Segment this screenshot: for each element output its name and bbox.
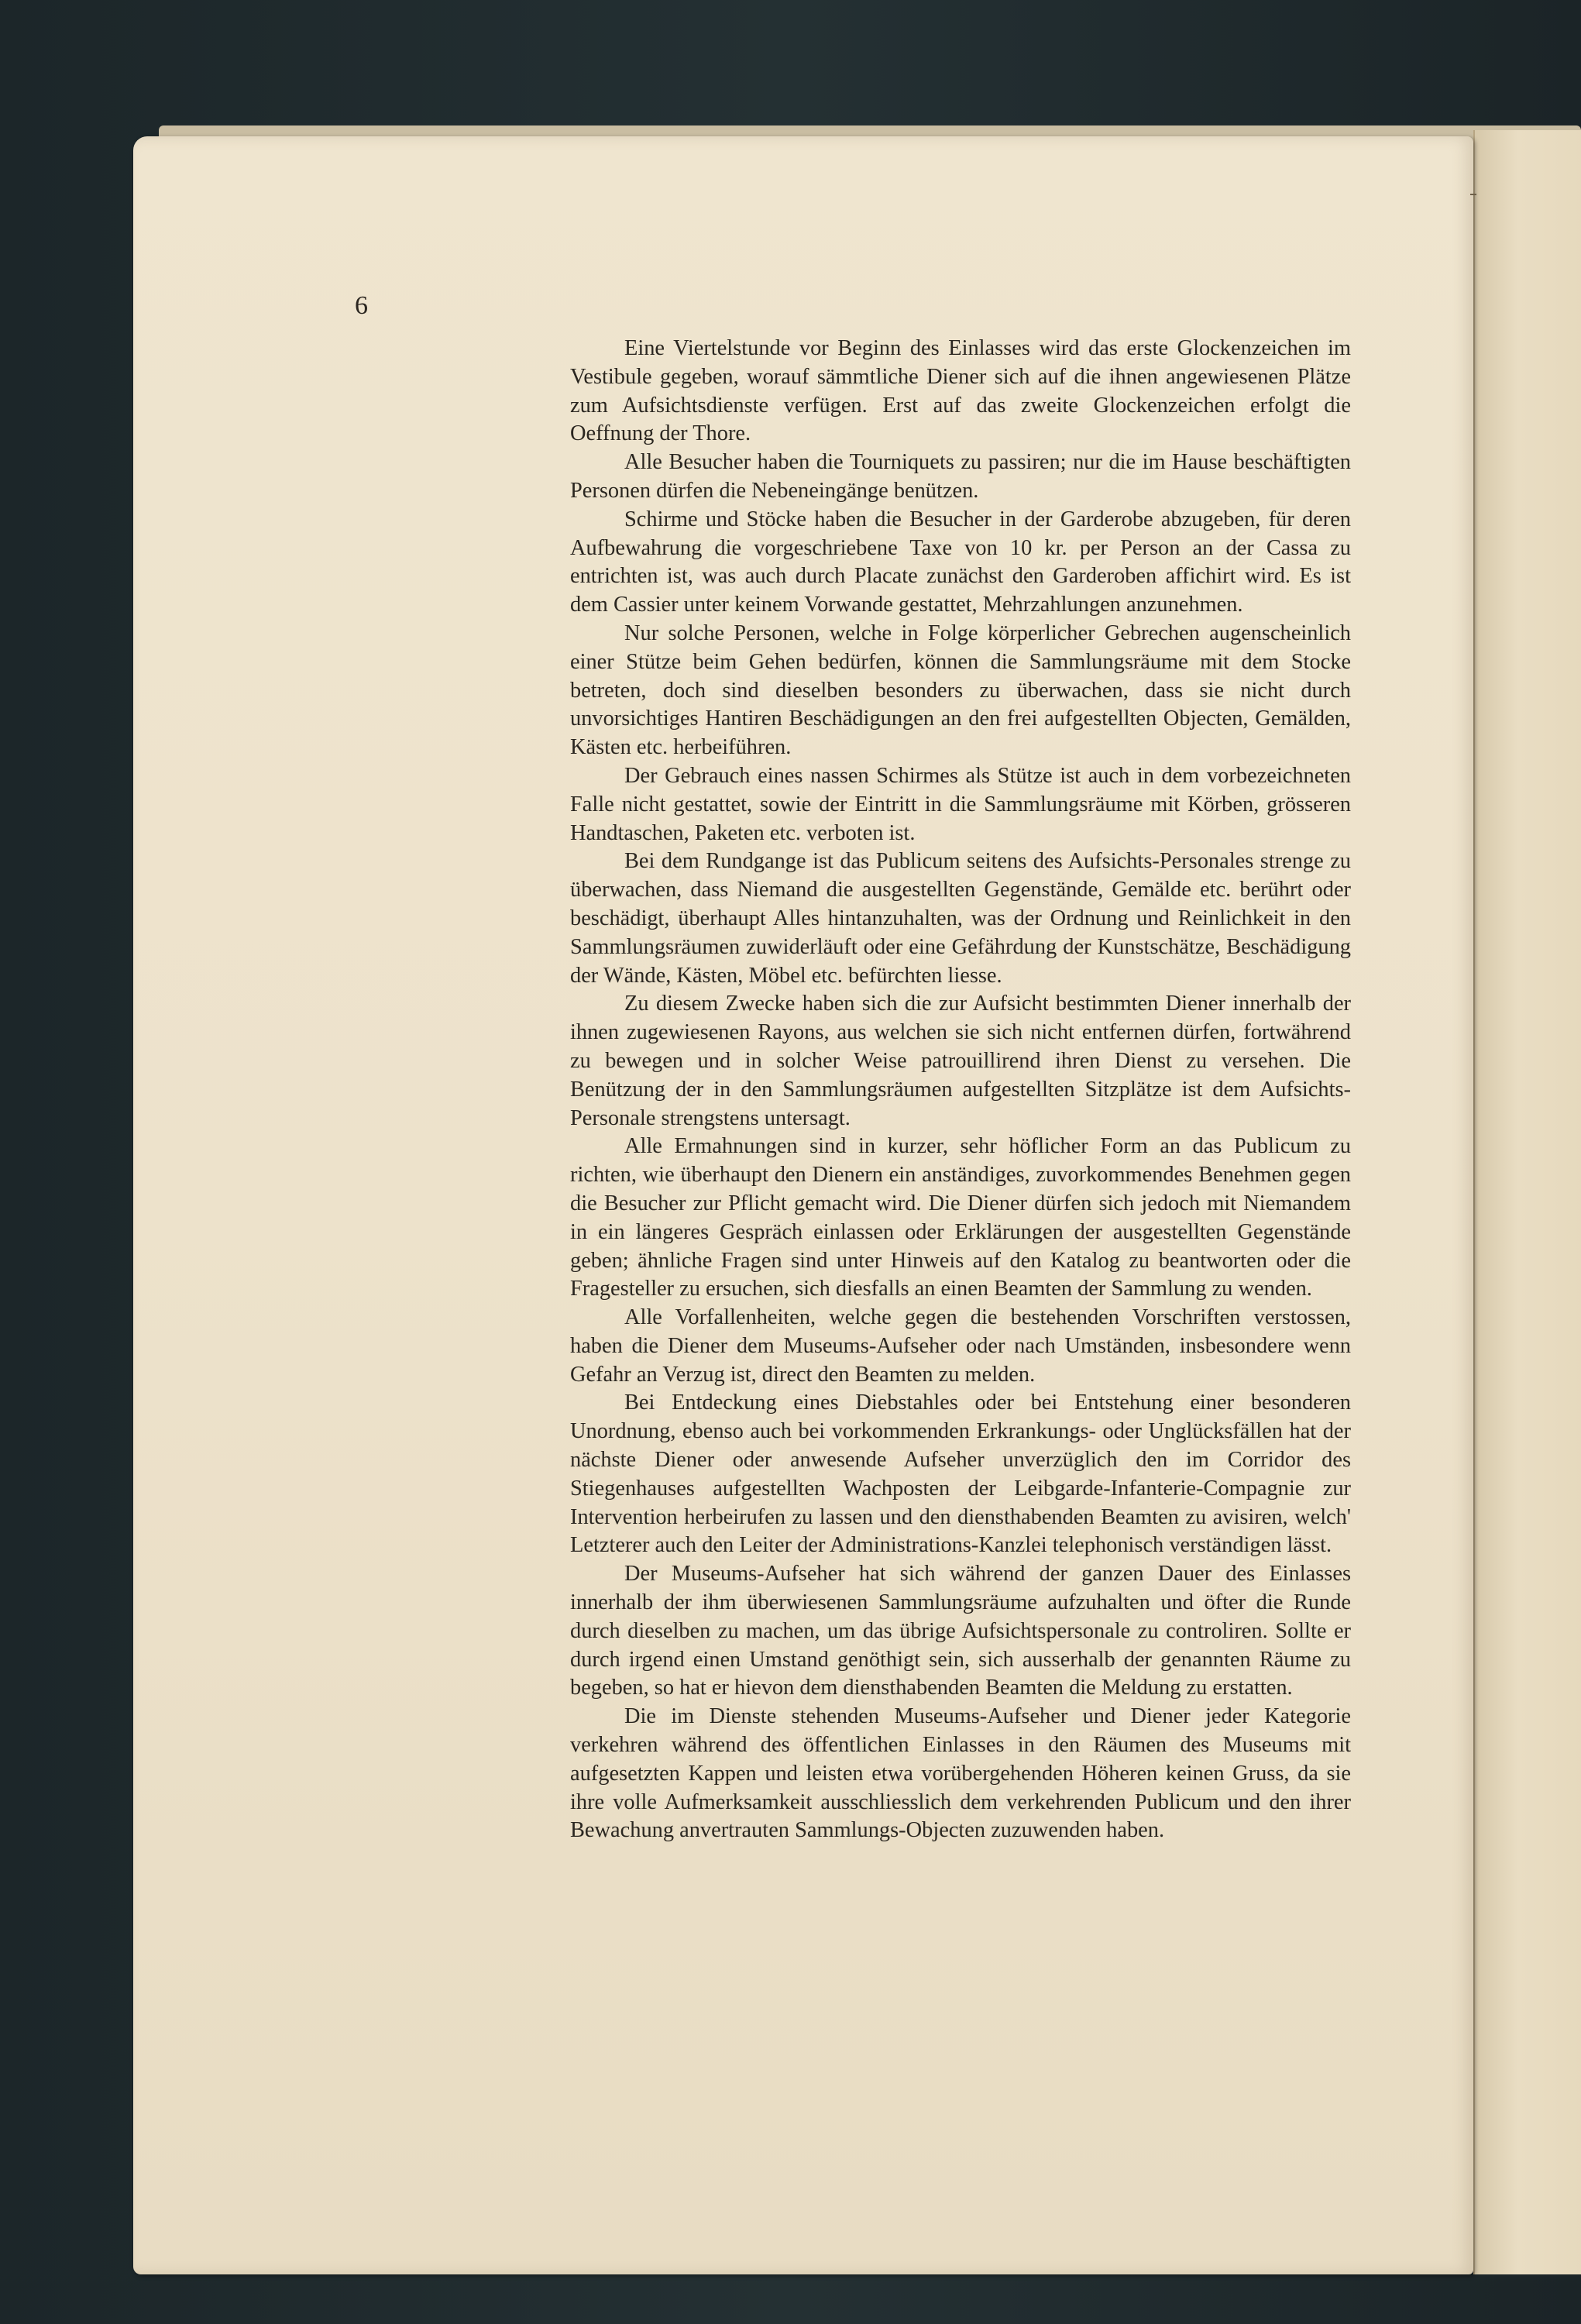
paragraph-10: Bei Entdeckung eines Diebstahles oder bei Entstehung einer besonderen Unordnung, ebenso auch bei vorkommenden Erkrankungs- oder Unglücksfällen hat der nächste Diener oder anwesende Aufseher unverzüglich den im Corridor des Stiegenhauses aufgestellten Wachposten der Leibgarde-Infanterie-Compagnie zur Intervention herbeirufen zu lassen und den diensthabenden Beamten zu avisiren, welch' Letzterer auch den Leiter der Administrations-Kanzlei telephonisch verständigen lässt.: [570, 1391, 1351, 1558]
paragraph-1: Eine Viertelstunde vor Beginn des Einlasses wird das erste Glockenzeichen im Vestibule gegeben, worauf sämmtliche Diener sich auf die ihnen angewiesenen Plätze zum Aufsichtsdienste verfügen. Erst auf das zweite Glockenzeichen erfolgt die Oeffnung der Thore.: [570, 336, 1351, 446]
page-number: 6: [355, 291, 368, 320]
paragraph-11: Der Museums-Aufseher hat sich während der ganzen Dauer des Einlasses innerhalb der ihm überwiesenen Sammlungsräume aufzuhalten und öfter die Runde durch dieselben zu machen, um das übrige Aufsichtspersonale zu controliren. Sollte er durch irgend einen Umstand genöthigt sein, sich ausserhalb der genannten Räume zu begeben, so hat er hievon dem diensthabenden Beamten die Meldung zu erstatten.: [570, 1562, 1351, 1700]
paragraph-3: Schirme und Stöcke haben die Besucher in der Garderobe abzugeben, für deren Aufbewahrung die vorgeschriebene Taxe von 10 kr. per Person an der Cassa zu entrichten ist, was auch durch Placate zunächst den Garderoben affichirt wird. Es ist dem Cassier unter keinem Vorwande gestattet, Mehrzahlungen anzunehmen.: [570, 507, 1351, 617]
paragraph-7: Zu diesem Zwecke haben sich die zur Aufsicht bestimmten Diener innerhalb der ihnen zugewiesenen Rayons, aus welchen sie sich nicht entfernen dürfen, fortwährend zu bewegen und in solcher Weise patrouillirend ihren Dienst zu versehen. Die Benützung der in den Sammlungsräumen aufgestellten Sitzplätze ist dem Aufsichts-Personale strengstens untersagt.: [570, 992, 1351, 1130]
paragraph-8: Alle Ermahnungen sind in kurzer, sehr höflicher Form an das Publicum zu richten, wie überhaupt den Dienern ein anständiges, zuvorkommendes Benehmen gegen die Besucher zur Pflicht gemacht wird. Die Diener dürfen sich jedoch mit Niemandem in ein längeres Gespräch einlassen oder Erklärungen der ausgestellten Gegenstände geben; ähnliche Fragen sind unter Hinweis auf den Katalog zu beantworten oder die Fragesteller zu ersuchen, sich diesfalls an einen Beamten der Sammlung zu wenden.: [570, 1134, 1351, 1301]
paragraph-4: Nur solche Personen, welche in Folge körperlicher Gebrechen augenscheinlich einer Stütze beim Gehen bedürfen, können die Sammlungsräume mit dem Stocke betreten, doch sind dieselben besonders zu überwachen, dass sie nicht durch unvorsichtiges Hantiren Beschädigungen an den frei aufgestellten Objecten, Gemälden, Kästen etc. herbeiführen.: [570, 621, 1351, 760]
paragraph-5: Der Gebrauch eines nassen Schirmes als Stütze ist auch in dem vorbezeichneten Falle nicht gestattet, sowie der Eintritt in die Sammlungsräume mit Körben, grösseren Handtaschen, Paketen etc. verboten ist.: [570, 763, 1351, 845]
facing-page-edge: [1473, 130, 1581, 2274]
paragraph-12: Die im Dienste stehenden Museums-Aufseher und Diener jeder Kategorie verkehren während des öffentlichen Einlasses in den Räumen des Museums mit aufgesetzten Kappen und leisten etwa vorübergehenden Höheren keinen Gruss, da sie ihre volle Aufmerksamkeit ausschliesslich dem verkehrenden Publicum und den ihrer Bewachung anvertrauten Sammlungs-Objecten zuzuwenden haben.: [570, 1704, 1351, 1843]
paragraph-6: Bei dem Rundgange ist das Publicum seitens des Aufsichts-Personales strenge zu überwachen, dass Niemand die ausgestellten Gegenstände, Gemälde etc. berührt oder beschädigt, überhaupt Alles hintanzuhalten, was der Ordnung und Reinlichkeit in den Sammlungsräumen zuwiderläuft oder eine Gefährdung der Kunstschätze, Beschädigung der Wände, Kästen, Möbel etc. befürchten liesse.: [570, 849, 1351, 988]
paragraph-2: Alle Besucher haben die Tourniquets zu passiren; nur die im Hause beschäftigten Personen dürfen die Nebeneingänge benützen.: [570, 450, 1351, 503]
fold-mark: [1470, 194, 1476, 195]
body-text: [570, 335, 1351, 1845]
paragraph-9: Alle Vorfallenheiten, welche gegen die bestehenden Vorschriften verstossen, haben die Diener dem Museums-Aufseher oder nach Umständen, insbesondere wenn Gefahr an Verzug ist, direct den Beamten zu melden.: [570, 1305, 1351, 1387]
